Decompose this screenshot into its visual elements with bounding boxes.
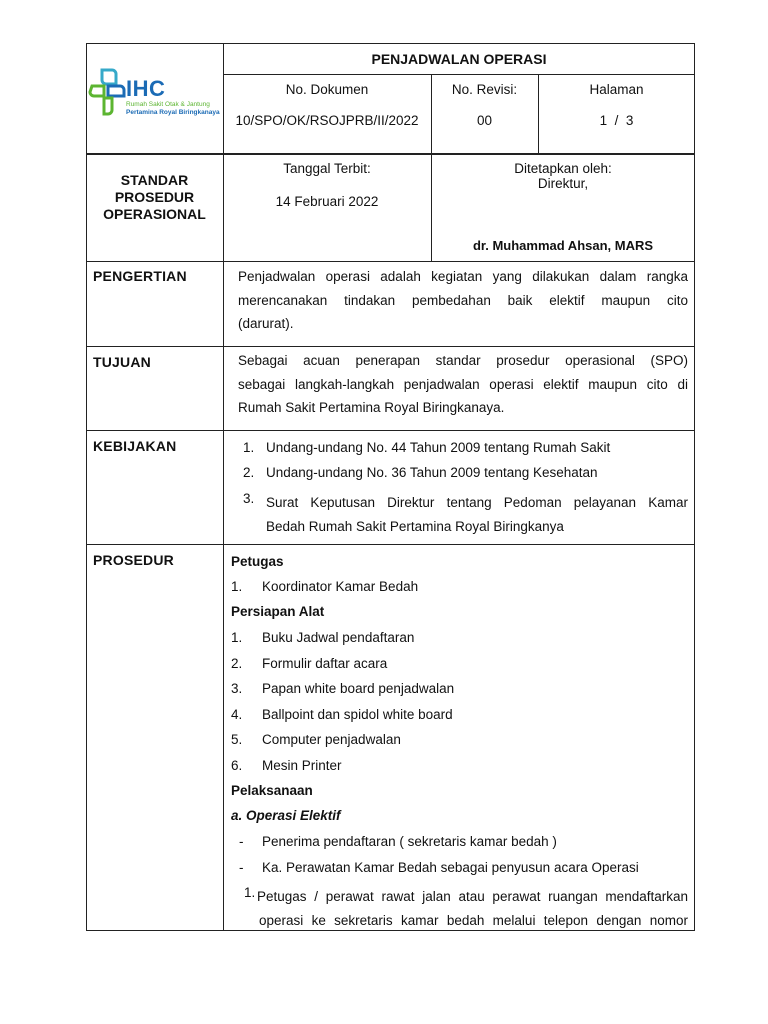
pengertian-text (238, 265, 688, 336)
main-label-column-divider (223, 154, 224, 931)
row-divider-pengertian (86, 346, 695, 347)
logo-brand: IHC (126, 76, 166, 101)
alat-item-text: Buku Jadwal pendaftaran (262, 630, 415, 645)
petugas-item-number: 1. (231, 579, 243, 594)
dash-item-text: Penerima pendaftaran ( sekretaris kamar bedah ) (262, 834, 557, 849)
header-divider-title (223, 74, 695, 75)
alat-item-number: 2. (231, 656, 243, 671)
tujuan-line1: Sebagai acuan penerapan standar prosedur operasional (SPO) (238, 353, 688, 368)
spo-title-line3: OPERASIONAL (103, 206, 206, 222)
pengertian-line1: Penjadwalan operasi adalah kegiatan yang dilakukan dalam rangka (238, 269, 688, 284)
logo-line1: Rumah Sakit Otak & Jantung (126, 101, 210, 108)
row-divider-tujuan (86, 430, 695, 431)
step1-line2: operasi ke sekretaris kamar bedah melalui telepon dengan nomor (259, 912, 688, 928)
doc-no-value: 10/SPO/OK/RSOJPRB/II/2022 (235, 113, 419, 128)
approved-by-label: Ditetapkan oleh: (514, 161, 612, 176)
row-divider-kebijakan (86, 544, 695, 545)
petugas-heading: Petugas (231, 554, 284, 569)
tujuan-line3: Rumah Sakit Pertamina Royal Biringkanaya. (238, 400, 505, 415)
dash-item-text: Ka. Perawatan Kamar Bedah sebagai penyusun acara Operasi (262, 860, 639, 875)
petugas-item-text: Koordinator Kamar Bedah (262, 579, 419, 594)
issue-date-value: 14 Februari 2022 (275, 194, 379, 209)
tujuan-line2: sebagai langkah-langkah penjadwalan operasi elektif maupun cito di (238, 376, 688, 392)
spo-title-line1: STANDAR (120, 172, 189, 188)
alat-item-text: Computer penjadwalan (262, 732, 401, 747)
page-label: Halaman (589, 82, 644, 97)
section-label-kebijakan: KEBIJAKAN (93, 438, 177, 454)
logo-line2: Pertamina Royal Biringkanaya (126, 109, 220, 116)
kebijakan-item3-line1: Surat Keputusan Direktur tentang Pedoman pelayanan Kamar (266, 495, 688, 510)
pengertian-line3: (darurat). (238, 316, 294, 331)
alat-item-text: Ballpoint dan spidol white board (262, 707, 453, 722)
dash-bullet: - (239, 834, 244, 849)
kebijakan-item-number: 2. (243, 465, 255, 480)
approved-by-role: Direktur, (537, 176, 589, 191)
alat-item-number: 4. (231, 707, 243, 722)
hospital-logo (88, 62, 222, 126)
section-label-pengertian: PENGERTIAN (93, 268, 187, 284)
section-label-prosedur: PROSEDUR (93, 552, 174, 568)
revision-value: 00 (476, 113, 493, 128)
step-number: 1. (244, 885, 256, 900)
section-label-tujuan: TUJUAN (93, 354, 151, 370)
spo-title-line2: PROSEDUR (114, 189, 195, 205)
doc-no-label: No. Dokumen (285, 82, 369, 97)
operasi-elektif-heading: a. Operasi Elektif (231, 808, 341, 823)
row-divider-spo (86, 261, 695, 262)
alat-item-number: 5. (231, 732, 243, 747)
kebijakan-item-text: Undang-undang No. 44 Tahun 2009 tentang Rumah Sakit (266, 440, 611, 455)
tujuan-text (238, 349, 688, 420)
alat-item-text: Formulir daftar acara (262, 656, 388, 671)
spo-title (86, 172, 223, 223)
alat-item-number: 1. (231, 630, 243, 645)
kebijakan-item-text (266, 491, 688, 538)
kebijakan-item-text: Undang-undang No. 36 Tahun 2009 tentang Kesehatan (266, 465, 598, 480)
document-title: PENJADWALAN OPERASI (371, 51, 547, 67)
alat-item-text: Mesin Printer (262, 758, 342, 773)
approver-name: dr. Muhammad Ahsan, MARS (472, 238, 654, 253)
dash-bullet: - (239, 860, 244, 875)
step-text (257, 885, 688, 932)
kebijakan-item-number: 1. (243, 440, 255, 455)
pengertian-line2: merencanakan tindakan pembedahan baik elektif maupun cito (238, 292, 688, 308)
page-value: 1 / 3 (599, 113, 634, 128)
issue-date-label: Tanggal Terbit: (283, 161, 371, 176)
kebijakan-item-number: 3. (243, 491, 255, 506)
persiapan-alat-heading: Persiapan Alat (231, 604, 325, 619)
kebijakan-item3-line2: Bedah Rumah Sakit Pertamina Royal Biringkanya (266, 518, 564, 534)
alat-item-number: 3. (231, 681, 243, 696)
alat-item-text: Papan white board penjadwalan (262, 681, 455, 696)
step1-line1: Petugas / perawat rawat jalan atau perawat ruangan mendaftarkan (257, 889, 688, 904)
alat-item-number: 6. (231, 758, 243, 773)
pelaksanaan-heading: Pelaksanaan (231, 783, 313, 798)
ihc-cross-icon (88, 66, 128, 116)
revision-label: No. Revisi: (451, 82, 518, 97)
